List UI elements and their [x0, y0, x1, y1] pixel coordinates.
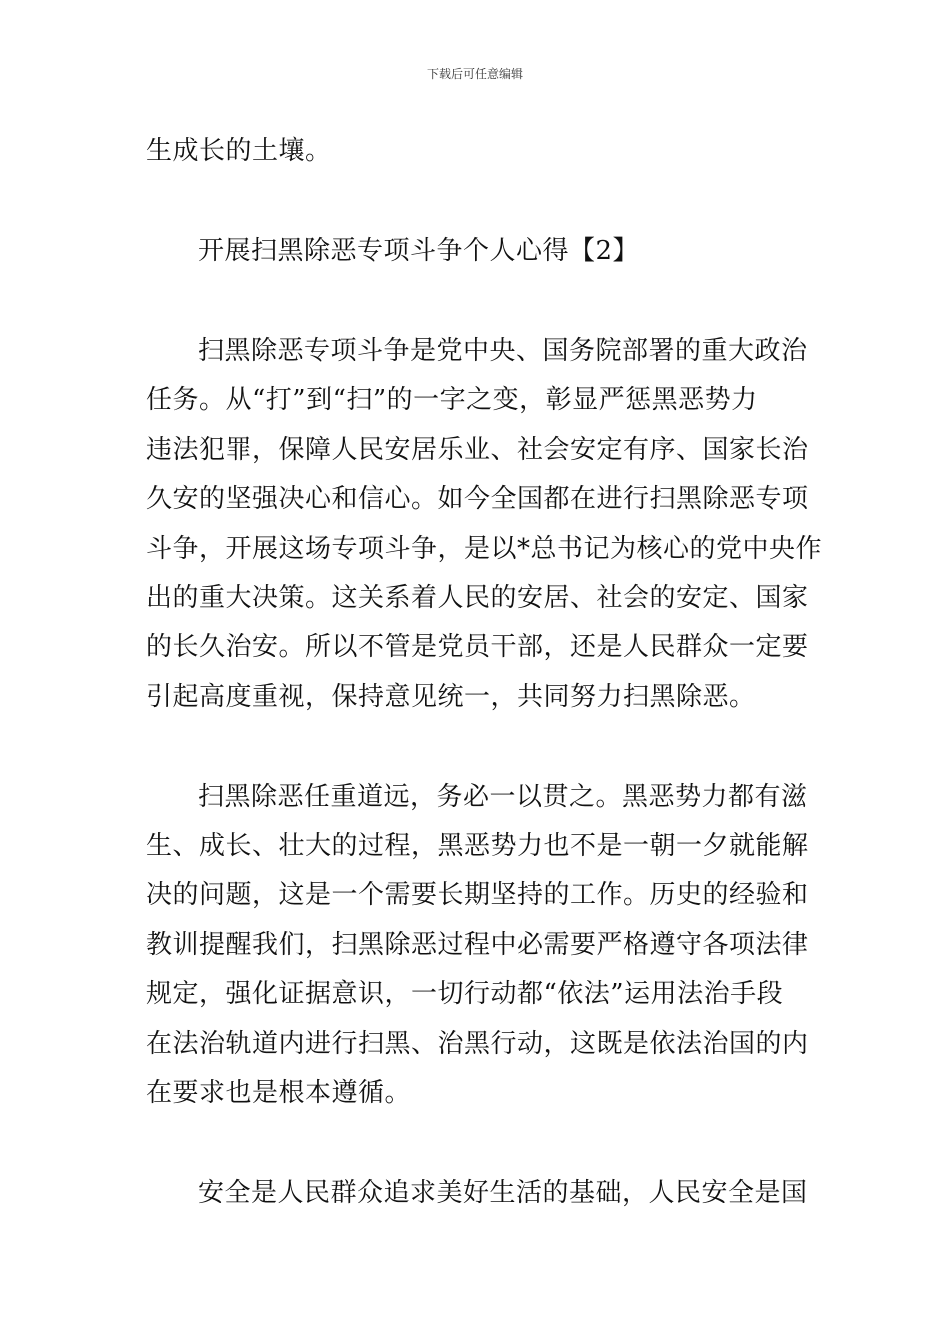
paragraph-line: 出的重大决策。这关系着人民的安居、社会的安定、国家 [146, 583, 809, 613]
paragraph-line: 决的问题，这是一个需要长期坚持的工作。历史的经验和 [146, 880, 809, 910]
paragraph-line: 引起高度重视，保持意见统一，共同努力扫黑除恶。 [146, 682, 756, 712]
section-heading: 开展扫黑除恶专项斗争个人心得【2】 [198, 236, 640, 266]
paragraph-line: 规定，强化证据意识，一切行动都“依法”运用法治手段 [146, 979, 784, 1009]
paragraph-line: 在要求也是根本遵循。 [146, 1078, 412, 1108]
paragraph-line: 教训提醒我们，扫黑除恶过程中必需要严格遵守各项法律 [146, 930, 809, 960]
paragraph-line: 斗争，开展这场专项斗争，是以*总书记为核心的党中央作 [146, 534, 823, 564]
paragraph-line: 生、成长、壮大的过程，黑恶势力也不是一朝一夕就能解 [146, 831, 809, 861]
header-note: 下载后可任意编辑 [426, 67, 523, 81]
paragraph-line: 扫黑除恶专项斗争是党中央、国务院部署的重大政治 [198, 336, 808, 366]
paragraph-line: 安全是人民群众追求美好生活的基础，人民安全是国 [198, 1178, 808, 1208]
paragraph-line: 生成长的土壤。 [146, 136, 332, 166]
paragraph-line: 任务。从“打”到“扫”的一字之变，彰显严惩黑恶势力 [146, 385, 758, 415]
paragraph-line: 扫黑除恶任重道远，务必一以贯之。黑恶势力都有滋 [198, 782, 808, 812]
paragraph-line: 久安的坚强决心和信心。如今全国都在进行扫黑除恶专项 [146, 484, 809, 514]
paragraph-line: 的长久治安。所以不管是党员干部，还是人民群众一定要 [146, 632, 809, 662]
paragraph-line: 违法犯罪，保障人民安居乐业、社会安定有序、国家长治 [146, 435, 809, 465]
paragraph-line: 在法治轨道内进行扫黑、治黑行动，这既是依法治国的内 [146, 1029, 809, 1059]
